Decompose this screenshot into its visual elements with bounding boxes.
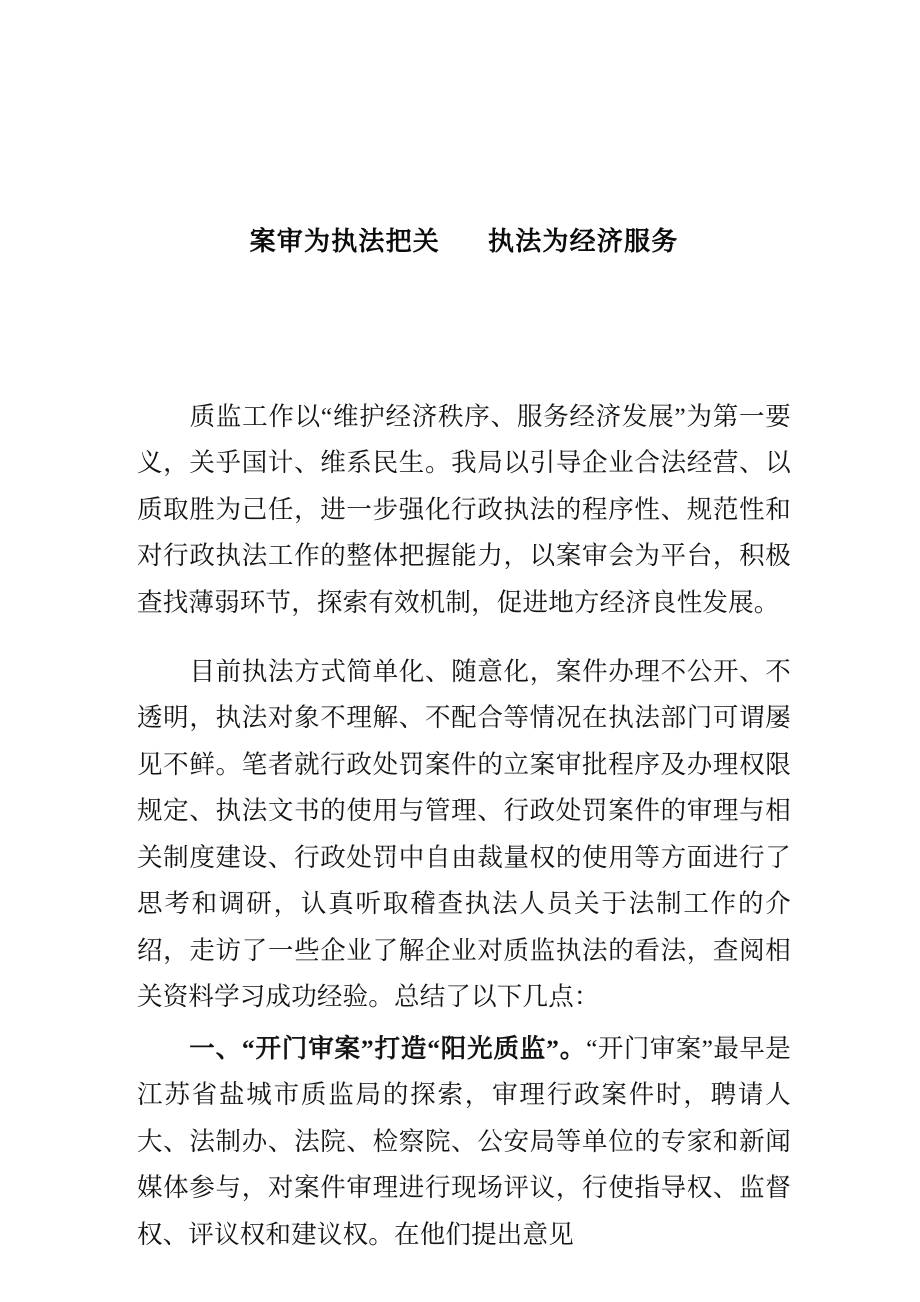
document-text-column [137,0,791,1302]
paragraph-intro [137,394,791,627]
page-title-segment-1: 案审为执法把关 [249,227,440,256]
section-one-text: “开门审案”最早是江苏省盐城市质监局的探索，审理行政案件时，聘请人大、法制办、法院、检察院、公安局等单位的专家和新闻媒体参与，对案件审理进行现场评议，行使指导权、监督权、评议权和建议权。在他们提出意见 [137,1033,792,1249]
section-one-heading: 一、“开门审案”打造“阳光质监”。 [189,1033,587,1063]
paragraph-background-text: 目前执法方式简单化、随意化，案件办理不公开、不透明，执法对象不理解、不配合等情况在执法部门可谓屡见不鲜。笔者就行政处罚案件的立案审批程序及办理权限规定、执法文书的使用与管理、行政处罚案件的审理与相关制度建设、行政处罚中自由裁量权的使用等方面进行了思考和调研，认真听取稽查执法人员关于法制工作的介绍，走访了一些企业了解企业对质监执法的看法，查阅相关资料学习成功经验。总结了以下几点： [137,656,791,1011]
page-title-segment-2: 执法为经济服务 [488,227,679,256]
page-title [137,222,791,262]
paragraph-background [137,649,791,1021]
paragraph-section-one [137,1026,791,1259]
paragraph-intro-text: 质监工作以“维护经济秩序、服务经济发展”为第一要义，关乎国计、维系民生。我局以引导企业合法经营、以质取胜为己任，进一步强化行政执法的程序性、规范性和对行政执法工作的整体把握能力，以案审会为平台，积极查找薄弱环节，探索有效机制，促进地方经济良性发展。 [137,401,791,617]
